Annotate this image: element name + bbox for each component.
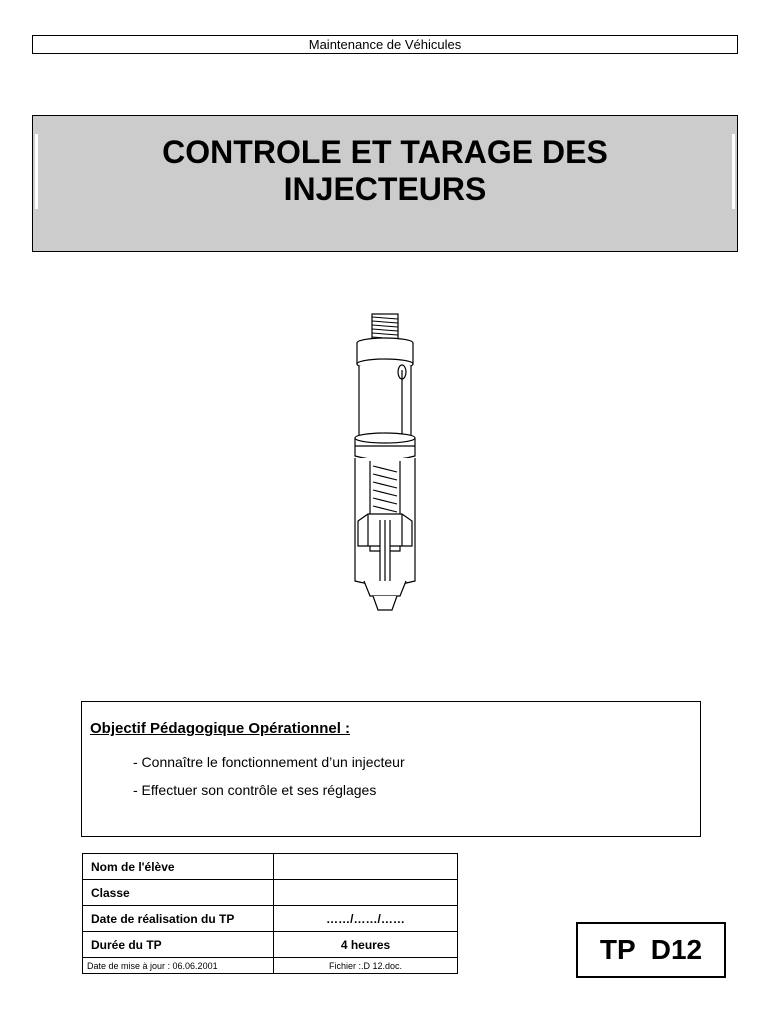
tp-code-box xyxy=(576,922,726,978)
date-label: Date de réalisation du TP xyxy=(83,906,274,932)
objective-item-2: - Effectuer son contrôle et ses réglages xyxy=(133,782,377,798)
document-header xyxy=(32,35,738,54)
injector-illustration xyxy=(340,296,460,626)
table-row xyxy=(83,854,458,880)
title-banner xyxy=(32,115,738,252)
objective-item-1: - Connaître le fonctionnement d’un injecteur xyxy=(133,754,405,770)
title-line-2: INJECTEURS xyxy=(283,171,487,207)
tp-code: TP D12 xyxy=(599,934,703,965)
header-text: Maintenance de Véhicules xyxy=(308,37,462,52)
duration-label: Durée du TP xyxy=(83,932,274,958)
student-info-table xyxy=(82,853,458,974)
student-name-label: Nom de l'élève xyxy=(83,854,274,880)
title-line-1: CONTROLE ET TARAGE DES xyxy=(162,134,608,170)
table-footer-row xyxy=(83,958,458,974)
document-title xyxy=(33,134,737,208)
student-name-field[interactable] xyxy=(274,854,458,880)
duration-value: 4 heures xyxy=(274,932,458,958)
table-row xyxy=(83,880,458,906)
table-row xyxy=(83,932,458,958)
table-row xyxy=(83,906,458,932)
class-label: Classe xyxy=(83,880,274,906)
objective-section xyxy=(81,701,701,837)
date-field[interactable]: ……/……/…… xyxy=(274,906,458,932)
class-field[interactable] xyxy=(274,880,458,906)
file-name: Fichier :.D 12.doc. xyxy=(274,958,458,974)
update-date: Date de mise à jour : 06.06.2001 xyxy=(83,958,274,974)
objective-title: Objectif Pédagogique Opérationnel : xyxy=(90,720,351,737)
